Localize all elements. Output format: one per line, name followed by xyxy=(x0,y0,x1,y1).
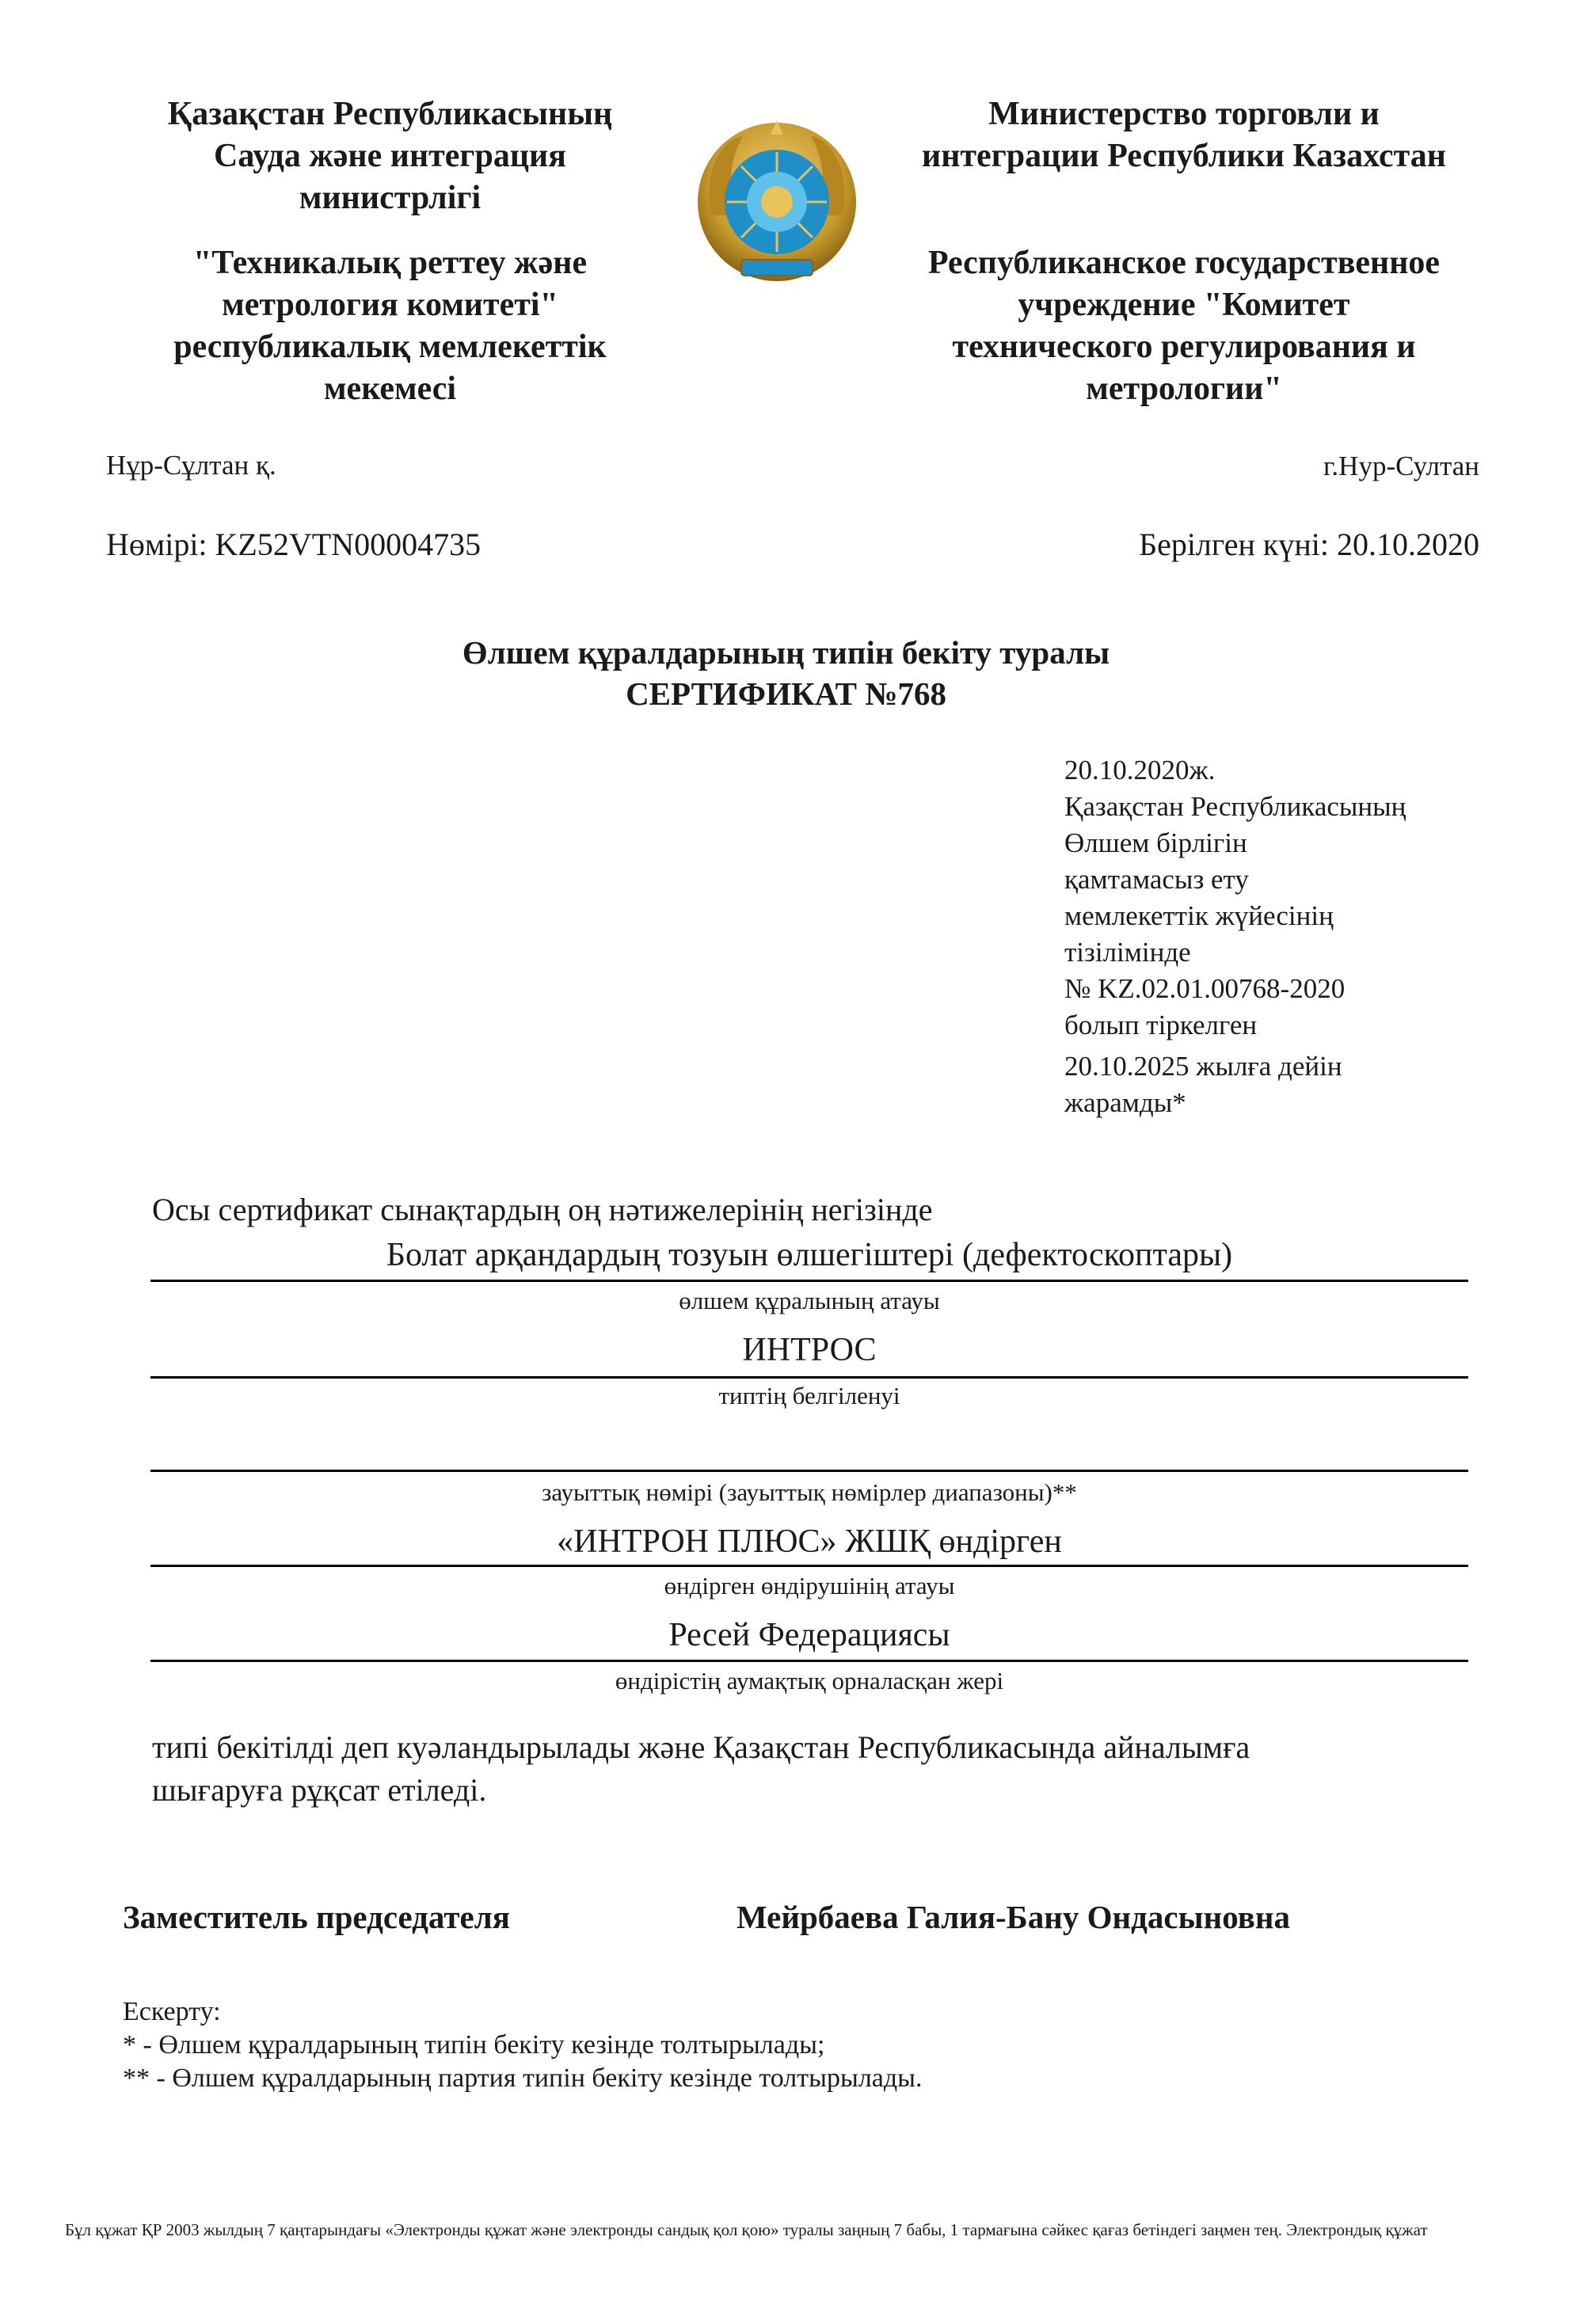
production-location: Ресей Федерациясы xyxy=(668,1617,950,1653)
note-line: № KZ.02.01.00768-2020 xyxy=(1064,973,1346,1004)
conclusion-line: типі бекітілді деп куәландырылады және Қазақстан Республикасында айналымға xyxy=(152,1729,1250,1765)
production-location-caption: өндірістің аумақтық орналасқан жері xyxy=(615,1667,1004,1695)
header-left-committee xyxy=(95,242,685,410)
notes xyxy=(123,1995,923,2095)
note-line: 20.10.2020ж. xyxy=(1064,755,1216,785)
header-line: республикалық мемлекеттік xyxy=(173,329,607,365)
header-line: мекемесі xyxy=(323,371,457,407)
header-line: Қазақстан Республикасының xyxy=(167,96,613,132)
note-line: болып тіркелген xyxy=(1064,1010,1258,1040)
manufacturer: «ИНТРОН ПЛЮС» ЖШҚ өндірген xyxy=(557,1523,1062,1560)
header-line: Сауда және интеграция xyxy=(214,138,566,174)
certificate-number: Нөмірі: KZ52VTN00004735 xyxy=(106,527,481,562)
note-1: * - Өлшем құралдарының типін бекіту кезінде толтырылады; xyxy=(123,2030,825,2060)
city-left: Нұр-Сұлтан қ. xyxy=(106,450,276,481)
note-2: ** - Өлшем құралдарының партия типін бекіту кезінде толтырылады. xyxy=(123,2063,923,2093)
validity-note xyxy=(1064,1048,1342,1121)
header-right-ministry xyxy=(879,93,1489,177)
serial-number-caption: зауыттық нөмірі (зауыттық нөмірлер диапазоны)** xyxy=(542,1478,1077,1506)
signatory-name: Мейрбаева Галия-Бану Ондасыновна xyxy=(737,1899,1290,1935)
header-line: метрологии" xyxy=(1086,371,1282,407)
note-line: мемлекеттік жүйесінің xyxy=(1064,900,1334,931)
header-line: Республиканское государственное xyxy=(927,245,1441,281)
header-line: министрлігі xyxy=(299,180,481,216)
header-line: метрология комитеті" xyxy=(222,287,558,323)
divider xyxy=(150,1280,1468,1282)
note-line: Қазақстан Республикасының xyxy=(1064,791,1406,822)
instrument-name: Болат арқандардың тозуын өлшегіштері (дефектоскоптары) xyxy=(386,1237,1233,1273)
conclusion-text xyxy=(152,1726,1250,1812)
note-line: қамтамасыз ету xyxy=(1064,864,1249,895)
header-line: Министерство торговли и xyxy=(988,96,1380,132)
title-line-1: Өлшем құралдарының типін бекіту туралы xyxy=(462,634,1110,671)
header-line: интеграции Республики Казахстан xyxy=(922,138,1446,174)
conclusion-line: шығаруға рұқсат етіледі. xyxy=(152,1772,487,1808)
city-right: г.Нур-Султан xyxy=(1323,451,1479,481)
certificate-title xyxy=(238,632,1334,714)
type-designation-caption: типтің белгіленуі xyxy=(718,1382,900,1409)
header-right-committee xyxy=(879,242,1489,410)
note-line: Өлшем бірлігін xyxy=(1064,827,1247,858)
state-emblem xyxy=(695,120,858,293)
type-designation: ИНТРОС xyxy=(742,1332,877,1368)
manufacturer-caption: өндірген өндірушінің атауы xyxy=(664,1572,955,1599)
signatory-title: Заместитель председателя xyxy=(123,1899,510,1935)
divider xyxy=(150,1470,1468,1472)
note-line: жарамды* xyxy=(1064,1087,1186,1118)
registration-note xyxy=(1064,752,1406,1044)
note-line: 20.10.2025 жылға дейін xyxy=(1064,1051,1342,1082)
notes-label: Ескерту: xyxy=(123,1997,221,2026)
issue-date: Берілген күні: 20.10.2020 xyxy=(1139,527,1479,562)
header-line: технического регулирования и xyxy=(952,329,1416,365)
title-line-2: СЕРТИФИКАТ №768 xyxy=(626,675,946,712)
divider xyxy=(150,1565,1468,1567)
header-left-ministry xyxy=(95,93,685,219)
divider xyxy=(150,1660,1468,1662)
divider xyxy=(150,1376,1468,1379)
header-line: учреждение "Комитет xyxy=(1018,287,1350,323)
intro-text: Осы сертификат сынақтардың оң нәтижелерінің негізінде xyxy=(152,1192,933,1227)
header-line: "Техникалық реттеу және xyxy=(192,245,588,281)
legal-footer: Бұл құжат ҚР 2003 жылдың 7 қаңтарындағы «Электронды құжат және электронды сандық қол қою» туралы заңның 7 бабы, 1 тармағына сәйкес қағаз бетіндегі заңмен тең. Электрондық құжат xyxy=(65,2220,1428,2239)
note-line: тізілімінде xyxy=(1064,937,1191,968)
instrument-name-caption: өлшем құралының атауы xyxy=(679,1287,940,1314)
